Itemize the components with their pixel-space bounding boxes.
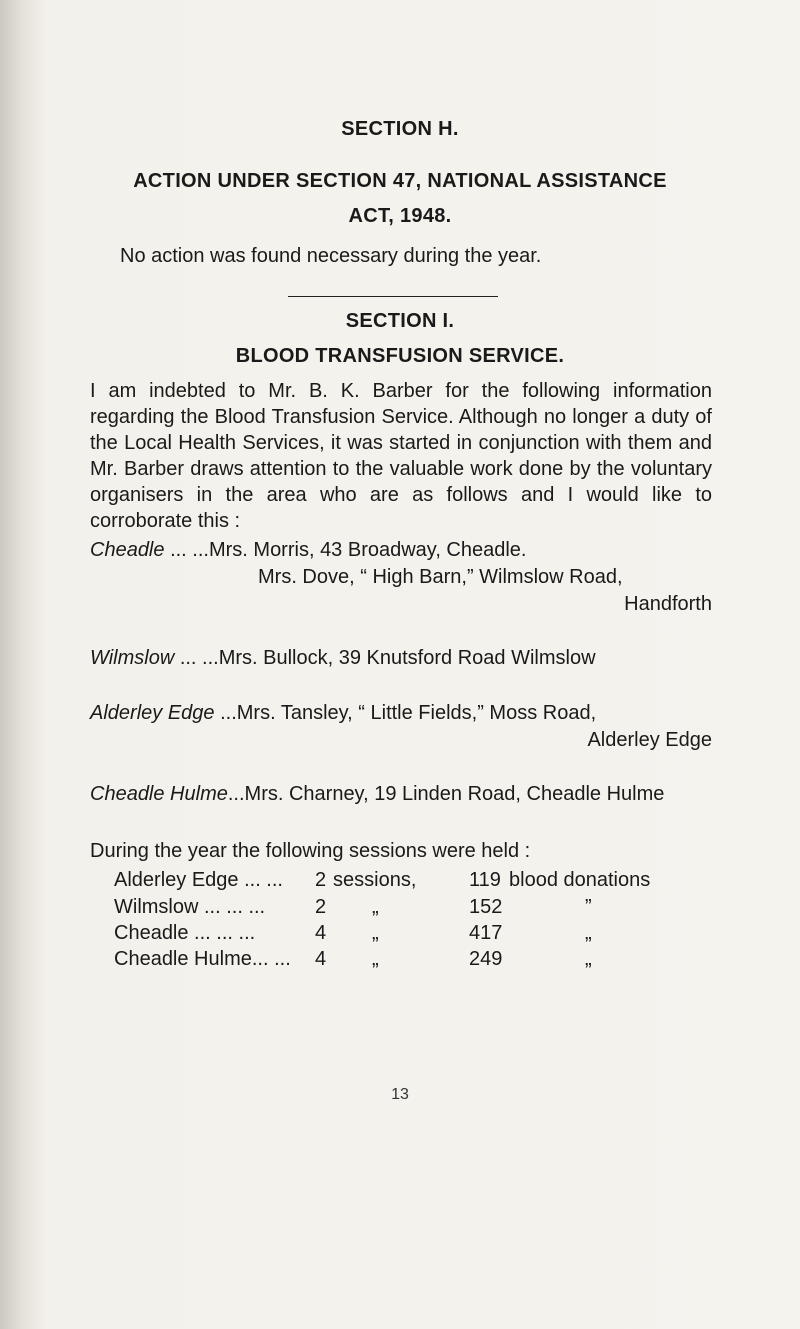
section-h-body: No action was found necessary during the year.	[120, 245, 542, 267]
section-i-heading: SECTION I.	[345, 310, 455, 332]
organiser-area: Wilmslow	[90, 647, 175, 669]
organiser-area: Cheadle	[90, 539, 165, 561]
organiser-area: Alderley Edge	[90, 702, 215, 724]
organiser-cheadle	[90, 537, 712, 618]
section-h-heading: SECTION H.	[341, 118, 459, 140]
page-number: 13	[391, 1086, 409, 1103]
section-h-title-line1: ACTION UNDER SECTION 47, NATIONAL ASSISTANCE	[133, 170, 667, 192]
organiser-cheadle-hulme	[90, 781, 712, 808]
leader-dots: ... ...	[164, 539, 209, 561]
organiser-name: Mrs. Bullock, 39 Knutsford Road Wilmslow	[218, 647, 596, 669]
organiser-address-cont: Alderley Edge	[587, 729, 712, 751]
sessions-unit: sessions,	[333, 869, 417, 891]
sessions-count: 2	[315, 869, 327, 891]
organiser-name: Mrs. Charney, 19 Linden Road, Cheadle Hulme	[244, 783, 665, 805]
sessions-count: 2	[315, 896, 327, 918]
section-i-intro: I am indebted to Mr. B. K. Barber for the following information regarding the Blood Transfusion Service. Although no longer a duty of the Local Health Services, it was started in conjunction with them and Mr. Barber draws attention to the valuable work done by the voluntary organisers in the area who are as follows and I would like to corroborate this :	[90, 380, 712, 532]
sessions-place: Alderley Edge ... ...	[114, 869, 283, 891]
section-i-title: BLOOD TRANSFUSION SERVICE.	[235, 345, 565, 367]
sessions-count: 4	[315, 922, 327, 944]
sessions-unit: „	[372, 896, 379, 918]
organiser-name: Mrs. Tansley, “ Little Fields,” Moss Road,	[236, 702, 597, 724]
organiser-address-cont: Handforth	[624, 593, 712, 615]
sessions-label: „	[585, 922, 592, 944]
sessions-donations: 249	[469, 948, 503, 970]
sessions-donations: 152	[469, 896, 503, 918]
leader-dots: ... ...	[174, 647, 219, 669]
sessions-unit: „	[372, 948, 379, 970]
organiser-alderley-edge	[90, 700, 712, 754]
leader-dots: ...	[214, 702, 237, 724]
sessions-donations: 119	[469, 869, 501, 891]
sessions-intro: During the year the following sessions were held :	[90, 840, 531, 862]
sessions-label: „	[585, 948, 592, 970]
sessions-unit: „	[372, 922, 379, 944]
section-h-title-line2: ACT, 1948.	[348, 205, 452, 227]
sessions-donations: 417	[469, 922, 503, 944]
sessions-place: Wilmslow ... ... ...	[114, 896, 266, 918]
leader-dots: ...	[227, 783, 245, 805]
organiser-area: Cheadle Hulme	[90, 783, 228, 805]
sessions-count: 4	[315, 948, 327, 970]
sessions-place: Cheadle Hulme... ...	[114, 948, 291, 970]
section-divider	[288, 296, 498, 297]
sessions-label: blood donations	[509, 869, 651, 891]
sessions-label: ”	[585, 896, 592, 918]
organiser-wilmslow	[90, 645, 712, 672]
sessions-place: Cheadle ... ... ...	[114, 922, 256, 944]
organiser-name: Mrs. Morris, 43 Broadway, Cheadle.	[208, 539, 527, 561]
organiser-name: Mrs. Dove, “ High Barn,” Wilmslow Road,	[258, 566, 623, 588]
